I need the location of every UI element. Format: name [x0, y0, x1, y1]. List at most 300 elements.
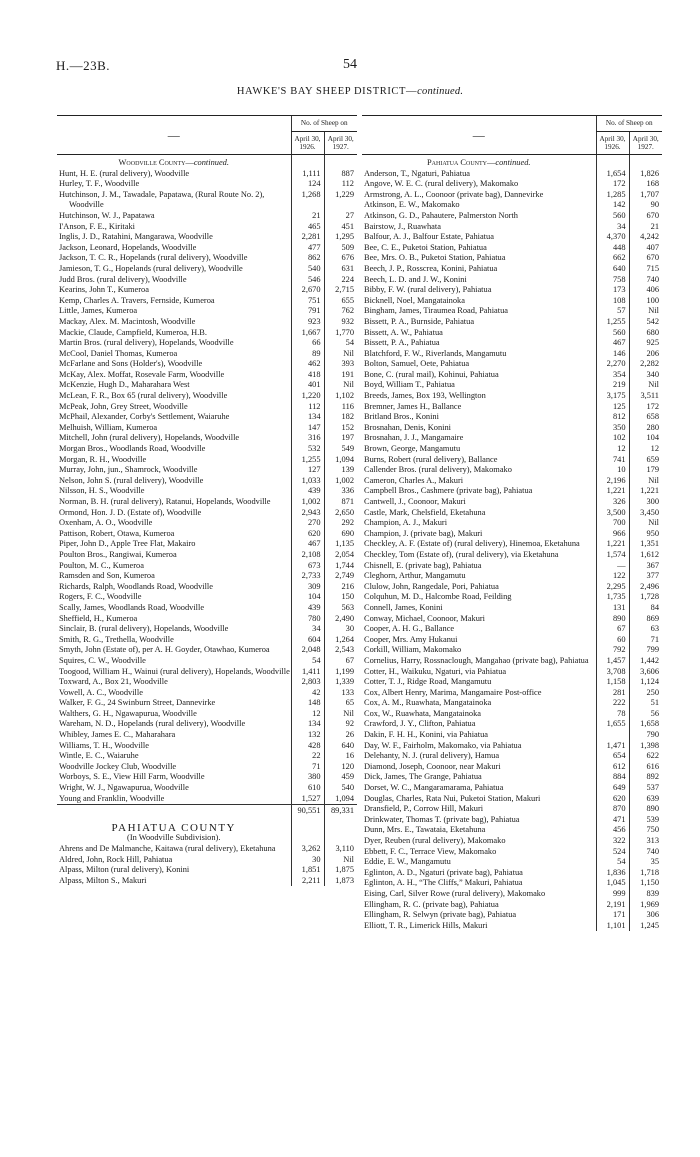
- table-row: [362, 783, 662, 794]
- holder-name: Dunn, Mrs. E., Tawataia, Eketahuna: [364, 825, 486, 835]
- holder-name-cell: [57, 508, 291, 519]
- sheep-1926: 71: [291, 762, 324, 773]
- table-row: [362, 190, 662, 201]
- table-row: [57, 550, 357, 561]
- section-heading: [57, 155, 291, 169]
- holder-name: Hutchinson, J. M., Tawadale, Papatawa, (Rural Route No. 2), Woodville: [59, 189, 265, 210]
- sheep-1926: 132: [291, 730, 324, 741]
- holder-name-cell: [362, 677, 596, 688]
- holder-name-cell: [57, 497, 291, 508]
- sheep-1927: 27: [324, 211, 357, 222]
- total-1927: 89,331: [324, 805, 357, 817]
- sheep-1927: 179: [629, 465, 662, 476]
- table-row: [362, 910, 662, 921]
- table-row: [57, 762, 357, 773]
- table-row: [57, 380, 357, 391]
- holder-name: Campbell Bros., Cashmere (private bag), Pahiatua: [364, 486, 533, 496]
- sheep-1927: 120: [324, 762, 357, 773]
- blank-cell: [291, 817, 324, 834]
- table-row: [362, 667, 662, 678]
- sheep-1927: 1,612: [629, 550, 662, 561]
- sheep-1926: 78: [596, 709, 629, 720]
- sheep-1926: 640: [596, 264, 629, 275]
- table-row: [362, 412, 662, 423]
- holder-name-cell: [57, 794, 291, 805]
- table-row: [362, 688, 662, 699]
- sheep-1926: 322: [596, 836, 629, 847]
- sheep-1927: 932: [324, 317, 357, 328]
- holder-name-cell: [362, 306, 596, 317]
- sheep-1926: 1,655: [596, 719, 629, 730]
- table-row: [362, 169, 662, 180]
- sheep-1927: 950: [629, 529, 662, 540]
- table-row: [362, 550, 662, 561]
- sheep-1926: 923: [291, 317, 324, 328]
- holder-name: Sheffield, H., Kumeroa: [59, 613, 138, 623]
- sheep-1927: 799: [629, 645, 662, 656]
- sheep-1927: 631: [324, 264, 357, 275]
- holder-name-cell: [57, 232, 291, 243]
- holder-name-cell: [57, 539, 291, 550]
- table-row: [57, 179, 357, 190]
- sheep-1926: 1,457: [596, 656, 629, 667]
- county-subheading: (In Woodville Subdivision).: [127, 833, 221, 843]
- sheep-1926: 1,045: [596, 878, 629, 889]
- blank-cell: [324, 833, 357, 844]
- table-row: [362, 476, 662, 487]
- holder-name-cell: [362, 804, 596, 815]
- sheep-1927: 892: [629, 772, 662, 783]
- holder-name: Cooper, Mrs. Amy Hukanui: [364, 634, 458, 644]
- sheep-1927: 1,351: [629, 539, 662, 550]
- county-heading: PAHIATUA COUNTY: [111, 821, 236, 834]
- sheep-1927: 1,264: [324, 635, 357, 646]
- holder-name-cell: [362, 169, 596, 180]
- table-row: [57, 719, 357, 730]
- sheep-1926: 2,108: [291, 550, 324, 561]
- sheep-1926: 524: [596, 847, 629, 858]
- sheep-1926: 30: [291, 855, 324, 866]
- holder-name-cell: [362, 656, 596, 667]
- sheep-1926: 2,196: [596, 476, 629, 487]
- sheep-1927: 168: [629, 179, 662, 190]
- sheep-1926: 560: [596, 211, 629, 222]
- sheep-1926: 1,654: [596, 169, 629, 180]
- holder-name: McLean, F. R., Box 65 (rural delivery), Woodville: [59, 391, 228, 401]
- holder-name: Drinkwater, Thomas T. (private bag), Pahiatua: [364, 814, 520, 824]
- sheep-1927: 152: [324, 423, 357, 434]
- sheep-1926: 42: [291, 688, 324, 699]
- sheep-1926: 1,527: [291, 794, 324, 805]
- holder-name-cell: [362, 518, 596, 529]
- sheep-1927: 54: [324, 338, 357, 349]
- sheep-1926: 54: [596, 857, 629, 868]
- holder-name-cell: [362, 667, 596, 678]
- holder-name: Cleghorn, Arthur, Mangamutu: [364, 571, 466, 581]
- left-column: [57, 115, 357, 886]
- sheep-1927: 750: [629, 825, 662, 836]
- holder-name: Cox, A. M., Ruawhata, Mangatainoka: [364, 698, 492, 708]
- table-row: [362, 508, 662, 519]
- sheep-1927: 459: [324, 772, 357, 783]
- sheep-1926: 2,670: [291, 285, 324, 296]
- sheep-1927: 1,873: [324, 876, 357, 887]
- table-row: [362, 264, 662, 275]
- right-column: [362, 115, 662, 931]
- holder-name: Richards, Ralph, Woodlands Road, Woodville: [59, 581, 213, 591]
- holder-name-cell: [362, 900, 596, 911]
- sheep-1926: 1,221: [596, 539, 629, 550]
- table-row: [57, 317, 357, 328]
- holder-name-cell: [57, 855, 291, 866]
- holder-name: Poulton Bros., Rangiwai, Kumeroa: [59, 549, 177, 559]
- sheep-1927: 182: [324, 412, 357, 423]
- sheep-1926: 142: [596, 200, 629, 211]
- holder-name: Bremner, James H., Ballance: [364, 401, 462, 411]
- holder-name-cell: [362, 910, 596, 921]
- sheep-1927: 306: [629, 910, 662, 921]
- title-continued: continued.: [417, 86, 464, 97]
- holder-name: Toxward, A., Box 21, Woodville: [59, 677, 168, 687]
- sheep-1927: 1,094: [324, 455, 357, 466]
- table-row: [57, 370, 357, 381]
- sheep-1927: Nil: [324, 709, 357, 720]
- holder-name: Mackie, Claude, Campfield, Kumeroa, H.B.: [59, 327, 207, 337]
- sheep-1927: 1,875: [324, 865, 357, 876]
- sheep-1927: 133: [324, 688, 357, 699]
- table-row: [362, 211, 662, 222]
- total-1926: 90,551: [291, 805, 324, 817]
- sheep-1927: 890: [629, 804, 662, 815]
- holder-name-cell: [57, 698, 291, 709]
- table-row: [57, 476, 357, 487]
- sheep-1926: 546: [291, 275, 324, 286]
- sheep-1927: 2,496: [629, 582, 662, 593]
- sheep-1927: 1,658: [629, 719, 662, 730]
- sheep-1926: 1,574: [596, 550, 629, 561]
- table-row: [57, 614, 357, 625]
- holder-name: Breeds, James, Box 193, Wellington: [364, 391, 486, 401]
- table-row: [57, 328, 357, 339]
- table-row: [362, 222, 662, 233]
- sheep-1926: 89: [291, 349, 324, 360]
- holder-name: Aldred, John, Rock Hill, Pahiatua: [59, 854, 173, 864]
- table-row: [362, 232, 662, 243]
- sheep-1927: 292: [324, 518, 357, 529]
- holder-name-cell: [362, 476, 596, 487]
- holder-name: Bee, Mrs. O. B., Puketoi Station, Pahiatua: [364, 253, 506, 263]
- sheep-1926: 3,500: [596, 508, 629, 519]
- sheep-1926: 219: [596, 380, 629, 391]
- sheep-1927: 172: [629, 402, 662, 413]
- holder-name-cell: [362, 275, 596, 286]
- holder-name-cell: [362, 539, 596, 550]
- table-row: [362, 751, 662, 762]
- sheep-1926: 2,803: [291, 677, 324, 688]
- sheep-1927: 640: [324, 741, 357, 752]
- holder-name: Dakin, F. H. H., Konini, via Pahiatua: [364, 730, 489, 740]
- sheep-1926: 270: [291, 518, 324, 529]
- table-row: [362, 921, 662, 932]
- table-row: [57, 264, 357, 275]
- holder-name-cell: [57, 876, 291, 887]
- holder-name: Walker, F. G., 24 Swinburn Street, Dannevirke: [59, 698, 216, 708]
- holder-name: Dick, James, The Grange, Pahiatua: [364, 772, 482, 782]
- sheep-1927: Nil: [324, 380, 357, 391]
- table-row: [57, 306, 357, 317]
- holder-name-cell: [57, 169, 291, 180]
- holder-name-cell: [57, 328, 291, 339]
- holder-name: Day, W. F., Fairholm, Makomako, via Pahiatua: [364, 740, 522, 750]
- holder-name-cell: [57, 582, 291, 593]
- sheep-1926: 884: [596, 772, 629, 783]
- table-row: [57, 433, 357, 444]
- sheep-1927: 1,245: [629, 921, 662, 932]
- holder-name: Murray, John, jun., Shamrock, Woodville: [59, 465, 198, 475]
- sheep-1927: 250: [629, 688, 662, 699]
- table-row: [57, 497, 357, 508]
- table-row: [362, 338, 662, 349]
- sheep-1927: 3,606: [629, 667, 662, 678]
- sheep-1927: 1,744: [324, 561, 357, 572]
- holder-name: Jamieson, T. G., Hopelands (rural delivery), Woodville: [59, 263, 243, 273]
- sheep-1927: 377: [629, 571, 662, 582]
- sheep-1926: 758: [596, 275, 629, 286]
- sheep-1927: 1,398: [629, 741, 662, 752]
- sheep-1926: 467: [596, 338, 629, 349]
- sheep-1926: 999: [596, 889, 629, 900]
- table-row: [362, 518, 662, 529]
- section-continued: continued.: [193, 158, 229, 167]
- holder-name: Wintle, E. C., Waiaruhe: [59, 751, 139, 761]
- table-row: [57, 844, 357, 855]
- holder-name-cell: [57, 518, 291, 529]
- holder-name-cell: [362, 243, 596, 254]
- sheep-1926: 172: [596, 179, 629, 190]
- holder-name: Kemp, Charles A. Travers, Fernside, Kumeroa: [59, 295, 215, 305]
- holder-name: Bissett, P. A., Pahiatua: [364, 338, 440, 348]
- sheep-1927: 690: [324, 529, 357, 540]
- sheep-1926: 350: [596, 423, 629, 434]
- sheep-1927: 2,282: [629, 359, 662, 370]
- holder-name: Anderson, T., Ngaturi, Pahiatua: [364, 168, 470, 178]
- sheep-1927: 1,102: [324, 391, 357, 402]
- holder-name: Inglis, J. D., Ratahini, Mangarawa, Woodville: [59, 232, 213, 242]
- table-row: [362, 433, 662, 444]
- sheep-1926: 1,851: [291, 865, 324, 876]
- sheep-1926: 148: [291, 698, 324, 709]
- sheep-1927: 63: [629, 624, 662, 635]
- table-row: [362, 380, 662, 391]
- holder-name: Wright, W. J., Ngawapurua, Woodville: [59, 783, 189, 793]
- holder-name: Brosnahan, J. J., Mangamaire: [364, 433, 464, 443]
- holder-name: Alpass, Milton (rural delivery), Konini: [59, 865, 190, 875]
- table-row: [57, 391, 357, 402]
- holder-name-cell: [362, 317, 596, 328]
- sheep-1927: 1,229: [324, 190, 357, 211]
- holder-name: Beech, L. D. and J. W., Konini: [364, 274, 467, 284]
- holder-name-cell: [362, 825, 596, 836]
- table-row: [57, 635, 357, 646]
- table-row: [362, 317, 662, 328]
- sheep-1926: 122: [596, 571, 629, 582]
- holder-name: Balfour, A. J., Balfour Estate, Pahiatua: [364, 232, 494, 242]
- sheep-1926: 1,101: [596, 921, 629, 932]
- table-row: [362, 804, 662, 815]
- section-heading-row: [57, 155, 357, 169]
- sheep-1927: Nil: [629, 380, 662, 391]
- sheep-1927: 509: [324, 243, 357, 254]
- table-row: [362, 900, 662, 911]
- holder-name-cell: [57, 772, 291, 783]
- holder-name: Wareham, N. D., Hopelands (rural delivery), Woodville: [59, 719, 246, 729]
- sheep-1927: 300: [629, 497, 662, 508]
- sheep-1926: 462: [291, 359, 324, 370]
- table-row: [57, 603, 357, 614]
- sheep-1926: 418: [291, 370, 324, 381]
- holder-name: McKay, Alex. Moffat, Rosevale Farm, Woodville: [59, 369, 225, 379]
- sheep-1927: 887: [324, 169, 357, 180]
- table-row: [362, 306, 662, 317]
- sheep-1927: 280: [629, 423, 662, 434]
- table-row: [57, 730, 357, 741]
- holder-name-cell: [57, 709, 291, 720]
- holder-name-cell: [362, 741, 596, 752]
- table-row: [362, 709, 662, 720]
- page-title: [0, 86, 700, 97]
- sheep-1926: 10: [596, 465, 629, 476]
- holder-name-cell: [57, 444, 291, 455]
- holder-name-cell: [57, 296, 291, 307]
- holder-name: Little, James, Kumeroa: [59, 306, 138, 316]
- holder-name: Blatchford, F. W., Riverlands, Mangamutu: [364, 348, 507, 358]
- table-row: [362, 444, 662, 455]
- table-row: [57, 656, 357, 667]
- sheep-1926: 22: [291, 751, 324, 762]
- sheep-1927: 2,054: [324, 550, 357, 561]
- table-row: [362, 645, 662, 656]
- holder-name-cell: [362, 847, 596, 858]
- holder-name-cell: [362, 582, 596, 593]
- sheep-1927: 1,295: [324, 232, 357, 243]
- holder-name-cell: [57, 550, 291, 561]
- sheep-1927: 112: [324, 179, 357, 190]
- sheep-1926: 60: [596, 635, 629, 646]
- table-row: [57, 243, 357, 254]
- holder-name-cell: [57, 614, 291, 625]
- holder-name-cell: [57, 412, 291, 423]
- holder-name-cell: [57, 264, 291, 275]
- holder-name-cell: [362, 370, 596, 381]
- holder-name-cell: [57, 783, 291, 794]
- table-row: [57, 232, 357, 243]
- sheep-1926: 34: [596, 222, 629, 233]
- sheep-1927: 313: [629, 836, 662, 847]
- holder-name: Hurley, T. F., Woodville: [59, 179, 140, 189]
- sheep-1926: 134: [291, 719, 324, 730]
- sheep-1927: 56: [629, 709, 662, 720]
- sheep-1926: 1,220: [291, 391, 324, 402]
- sheep-1927: 659: [629, 455, 662, 466]
- holder-name-cell: [57, 741, 291, 752]
- table-row: [362, 582, 662, 593]
- holder-name: Colquhun, M. D., Halcombe Road, Feilding: [364, 592, 512, 602]
- sheep-1927: 451: [324, 222, 357, 233]
- holder-name: McPeak, John, Grey Street, Woodville: [59, 401, 188, 411]
- holder-name-cell: [362, 200, 596, 211]
- table-row: [362, 719, 662, 730]
- holder-name: Squires, C. W., Woodville: [59, 655, 146, 665]
- sheep-1927: 406: [629, 285, 662, 296]
- table-row: [57, 211, 357, 222]
- table-row: [362, 370, 662, 381]
- title-main: HAWKE'S BAY SHEEP DISTRICT—: [236, 86, 418, 97]
- sheep-1926: 662: [596, 253, 629, 264]
- sheep-1927: 224: [324, 275, 357, 286]
- holder-name: I'Anson, F. E., Kiritaki: [59, 221, 135, 231]
- table-row: [57, 486, 357, 497]
- holder-name-cell: [57, 433, 291, 444]
- holder-name: Douglas, Charles, Rata Nui, Puketoi Station, Makuri: [364, 793, 541, 803]
- sheep-1927: 367: [629, 561, 662, 572]
- sheep-1926: 21: [291, 211, 324, 222]
- holder-name-cell: [362, 783, 596, 794]
- holder-name: Nilsson, H. S., Woodville: [59, 486, 145, 496]
- sheep-1926: 471: [596, 815, 629, 826]
- sheep-1926: 171: [596, 910, 629, 921]
- sheep-1927: 116: [324, 402, 357, 413]
- holder-name-cell: [362, 380, 596, 391]
- sheep-count-header: No. of Sheep on: [291, 116, 357, 132]
- page-number: 54: [343, 57, 357, 72]
- table-row: [362, 889, 662, 900]
- sheep-1926: 1,285: [596, 190, 629, 201]
- sheep-1926: 316: [291, 433, 324, 444]
- holder-name: Eglinton, A. D., Ngaturi (private bag), Pahiatua: [364, 867, 523, 877]
- sheep-1926: 1,255: [291, 455, 324, 466]
- table-row: [57, 275, 357, 286]
- sheep-1927: 869: [629, 614, 662, 625]
- holder-name: Bone, C. (rural mail), Kohinui, Pahiatua: [364, 369, 499, 379]
- holder-name-cell: [362, 444, 596, 455]
- holder-name-cell: [57, 730, 291, 741]
- sheep-1927: 100: [629, 296, 662, 307]
- holder-name-cell: [362, 423, 596, 434]
- holder-name-cell: [362, 349, 596, 360]
- holder-name-cell: [362, 603, 596, 614]
- sheep-1926: 1,255: [596, 317, 629, 328]
- holder-name-cell: [362, 359, 596, 370]
- holder-name: Sinclair, B. (rural delivery), Hopelands, Woodville: [59, 624, 229, 634]
- table-row: [362, 285, 662, 296]
- holder-name: Bicknell, Noel, Mangatainoka: [364, 295, 465, 305]
- sheep-1926: 4,370: [596, 232, 629, 243]
- holder-name: Conway, Michael, Coonoor, Makuri: [364, 613, 486, 623]
- sheep-1926: 780: [291, 614, 324, 625]
- sheep-1926: 456: [596, 825, 629, 836]
- table-row: [57, 423, 357, 434]
- holder-name-cell: [362, 508, 596, 519]
- table-row: [362, 455, 662, 466]
- holder-name: Ebbett, F. C., Terrace View, Makomako: [364, 846, 497, 856]
- holder-name: Ellingham, R. C. (private bag), Pahiatua: [364, 899, 499, 909]
- holder-name-cell: [362, 730, 596, 741]
- holder-name-cell: [362, 751, 596, 762]
- holder-name: Boyd, William T., Pahiatua: [364, 380, 455, 390]
- sheep-1927: 540: [324, 783, 357, 794]
- sheep-1927: 2,490: [324, 614, 357, 625]
- sheep-1926: 1,667: [291, 328, 324, 339]
